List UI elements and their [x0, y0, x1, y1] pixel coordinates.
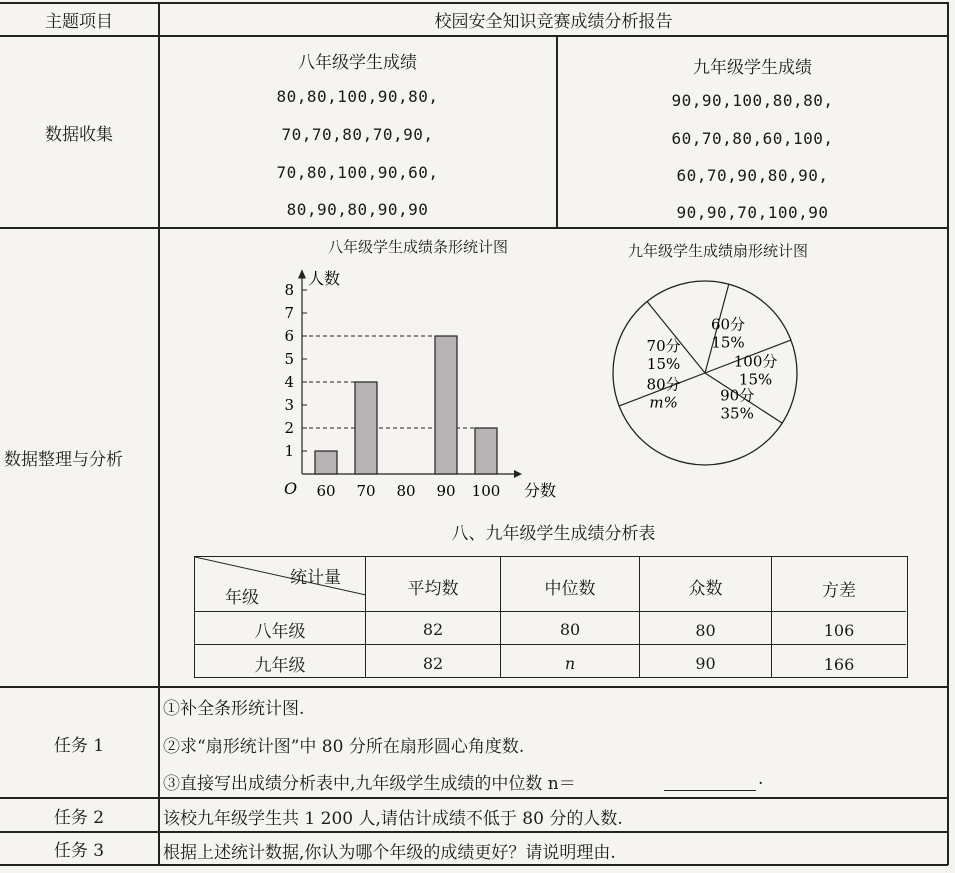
task1-line-2: ②求“扇形统计图”中 80 分所在扇形圆心角度数.	[163, 737, 525, 757]
analysis-table-title: 八、九年级学生成绩分析表	[451, 524, 656, 544]
tbl-row1-mean: 82	[422, 620, 444, 639]
task1-line-3-end: .	[758, 769, 764, 789]
y-tick-label: 6	[284, 327, 294, 345]
tbl-corner-bottom: 年级	[225, 588, 259, 608]
pie-slice-label: 80分	[646, 375, 681, 394]
tbl-row2-variance: 166	[823, 655, 855, 674]
x-tick-label: 80	[396, 482, 416, 500]
grade8-line-3: 70,80,100,90,60,	[276, 163, 439, 182]
tbl-h2	[195, 644, 906, 645]
analysis-table	[194, 556, 908, 678]
collection-label: 数据收集	[45, 125, 113, 145]
tbl-row1-mode: 80	[695, 621, 716, 640]
pie-slice-value: 15%	[738, 370, 773, 389]
row-divider-header	[0, 35, 948, 37]
bar-90	[435, 336, 457, 474]
task1-answer-blank[interactable]	[664, 790, 756, 791]
x-tick-label: 60	[316, 482, 336, 500]
y-tick-label: 1	[284, 442, 294, 460]
task2-label: 任务 2	[53, 808, 105, 828]
y-tick-label: 8	[284, 281, 294, 299]
origin-label: O	[284, 479, 298, 498]
tbl-header-median: 中位数	[544, 579, 596, 599]
grade9-line-1: 90,90,100,80,80,	[671, 91, 834, 110]
border-bottom	[0, 864, 948, 866]
task1-line-3: ③直接写出成绩分析表中,九年级学生成绩的中位数 n＝	[163, 774, 576, 794]
y-tick-label: 3	[284, 396, 294, 414]
task1-line-1: ①补全条形统计图.	[163, 699, 305, 719]
tbl-row1-grade: 八年级	[254, 622, 306, 642]
pie-chart	[612, 278, 812, 478]
x-tick-label: 90	[436, 482, 456, 500]
x-tick-label: 100	[471, 482, 501, 500]
header-col1: 主题项目	[45, 12, 113, 32]
bar-100	[475, 428, 497, 474]
x-tick-label: 70	[356, 482, 376, 500]
y-tick-label: 2	[284, 419, 294, 437]
y-axis-label: 人数	[308, 269, 341, 288]
pie-slice-value: 15%	[711, 333, 745, 352]
tbl-header-mean: 平均数	[407, 579, 459, 599]
x-axis-arrow	[514, 470, 522, 478]
grade8-line-1: 80,80,100,90,80,	[276, 87, 439, 106]
pie-chart-title: 九年级学生成绩扇形统计图	[627, 242, 808, 260]
grade9-line-2: 60,70,80,60,100,	[671, 129, 834, 148]
pie-slice-label: 100分	[733, 352, 778, 371]
task3-label: 任务 3	[53, 841, 105, 861]
y-tick-label: 5	[284, 350, 294, 368]
report-title: 校园安全知识竞赛成绩分析报告	[434, 12, 673, 32]
row-divider-analysis	[0, 686, 948, 688]
pie-slice-label: 70分	[646, 336, 681, 355]
x-axis-label: 分数	[524, 481, 557, 500]
grade8-line-2: 70,70,80,70,90,	[281, 125, 434, 144]
tbl-row1-median: 80	[559, 620, 581, 639]
y-axis-arrow	[298, 269, 306, 278]
row-divider-task2	[0, 831, 948, 833]
pie-slice-value: 15%	[646, 354, 681, 373]
task3-text: 根据上述统计数据,你认为哪个年级的成绩更好？请说明理由.	[163, 843, 616, 863]
y-tick-label: 4	[284, 373, 294, 391]
pie-slice-value: 35%	[720, 404, 754, 423]
tbl-corner-top: 统计量	[290, 568, 341, 588]
row-divider-task1	[0, 797, 948, 799]
y-tick-label: 7	[284, 304, 294, 322]
bar-chart-title: 八年级学生成绩条形统计图	[327, 238, 508, 256]
task2-text: 该校九年级学生共 1 200 人,请估计成绩不低于 80 分的人数.	[163, 809, 623, 829]
analysis-label: 数据整理与分析	[4, 450, 123, 470]
grade9-title: 九年级学生成绩	[693, 58, 812, 78]
bar-70	[355, 382, 377, 474]
pie-slice-value: m%	[649, 393, 678, 412]
task1-label: 任务 1	[53, 736, 105, 756]
tbl-row2-mean: 82	[422, 654, 444, 673]
grade8-title: 八年级学生成绩	[298, 53, 417, 73]
pie-slice-label: 90分	[720, 386, 755, 405]
tbl-row2-mode: 90	[695, 654, 716, 673]
row-divider-collection	[0, 227, 948, 229]
bar-chart	[270, 258, 570, 498]
tbl-header-mode: 众数	[688, 579, 723, 599]
grade9-line-4: 90,90,70,100,90	[676, 203, 829, 222]
bar-60	[315, 451, 337, 474]
border-top	[0, 2, 948, 4]
grade9-line-3: 60,70,90,80,90,	[676, 166, 829, 185]
tbl-row2-median: n	[564, 654, 576, 673]
tbl-row1-variance: 106	[823, 621, 855, 640]
tbl-header-variance: 方差	[822, 581, 856, 601]
pie-slice-label: 60分	[710, 315, 746, 334]
tbl-row2-grade: 九年级	[254, 656, 306, 676]
grade8-line-4: 80,90,80,90,90	[286, 200, 429, 219]
